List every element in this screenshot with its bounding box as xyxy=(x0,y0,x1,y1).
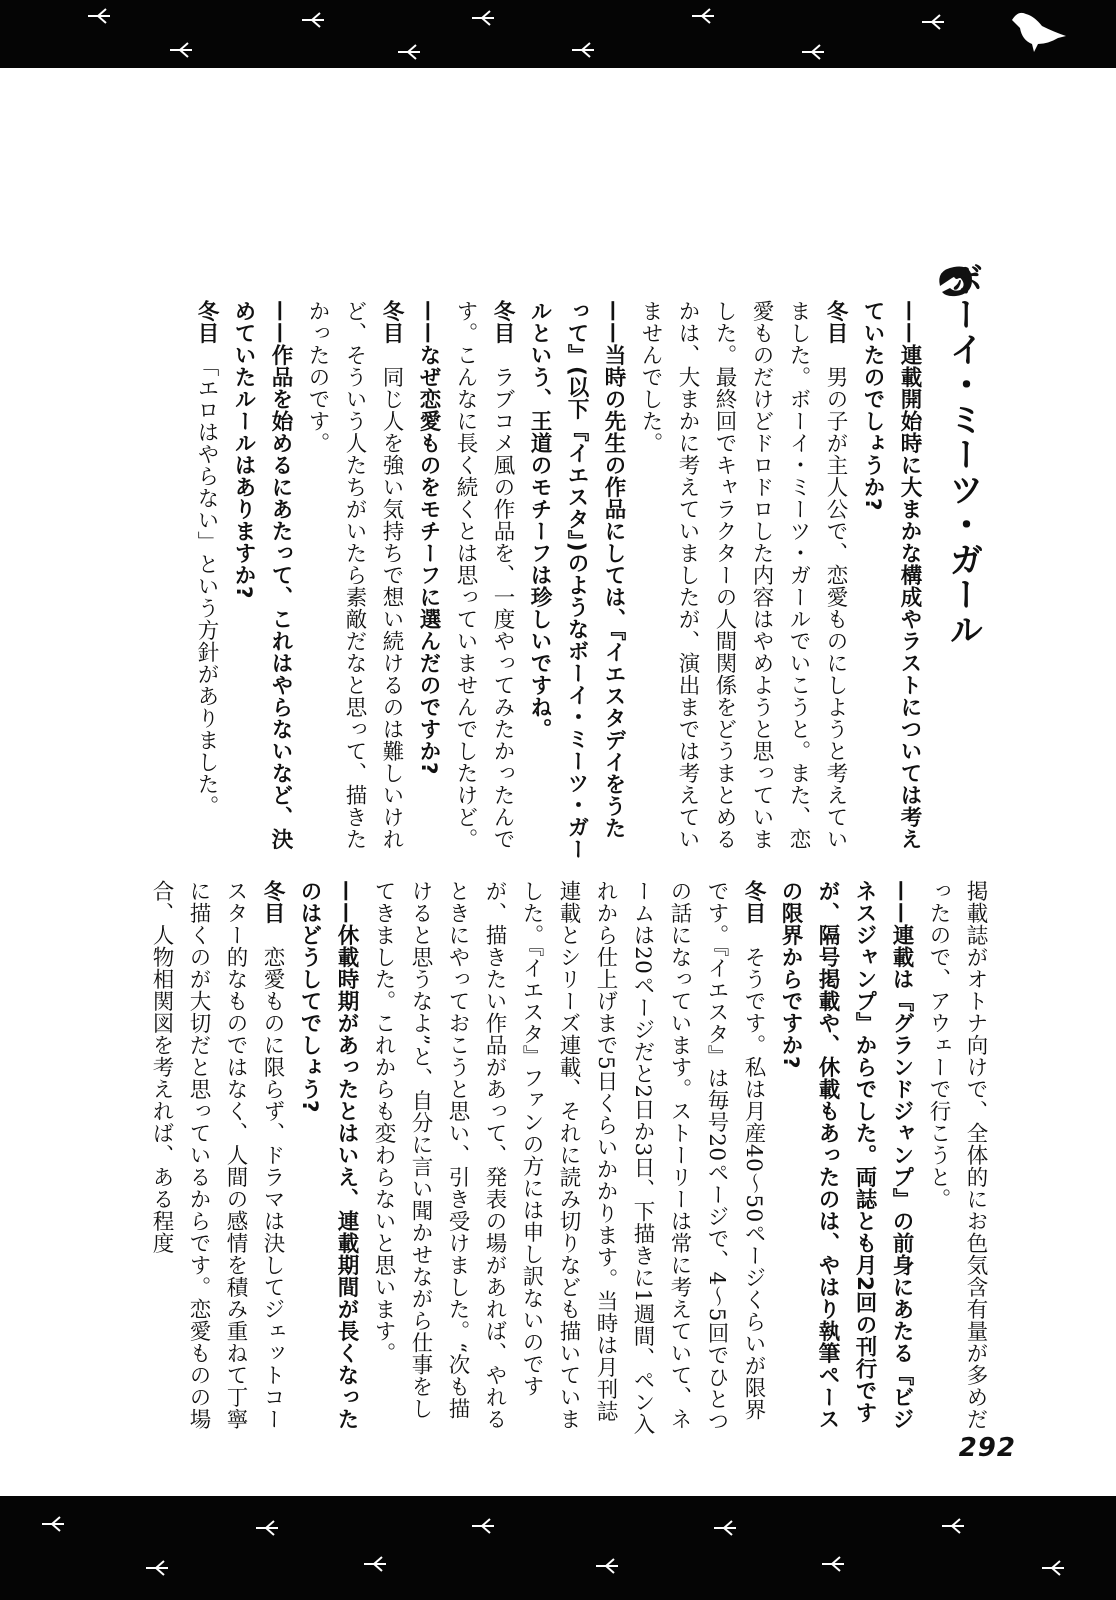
question-text: ——なぜ恋愛ものをモチーフに選んだのですか? xyxy=(416,300,441,775)
bird-track-icon xyxy=(86,6,112,26)
bird-track-icon xyxy=(300,10,326,30)
bird-track-icon xyxy=(594,1556,620,1576)
bottom-decorative-band xyxy=(0,1496,1116,1600)
bird-track-icon xyxy=(920,12,946,32)
top-decorative-band xyxy=(0,0,1116,68)
bird-track-icon xyxy=(690,6,716,26)
bird-track-icon xyxy=(470,1516,496,1536)
page-number: 292 xyxy=(958,1433,1016,1463)
bird-track-icon xyxy=(254,1518,280,1538)
speaker-label: 冬目 xyxy=(741,880,766,924)
answer-text: ラブコメ風の作品を、一度やってみたかったんです。こんなに長く続くとは思っていませんでしたけど。 xyxy=(453,300,515,850)
bird-track-icon xyxy=(470,8,496,28)
lower-text-column xyxy=(143,880,994,1440)
speaker-label: 冬目 xyxy=(823,300,848,344)
bird-track-icon xyxy=(396,42,422,62)
bird-track-icon xyxy=(362,1554,388,1574)
upper-text-column xyxy=(188,300,928,860)
answer-text: 同じ人を強い気持ちで想い続けるのは難しいけれど、そういう人たちがいたら素敵だなと思って、描きたかったのです。 xyxy=(305,300,404,850)
bird-track-icon xyxy=(570,40,596,60)
question-text: ——連載は『グランドジャンプ』の前身にあたる『ビジネスジャンプ』からでした。両誌とも月2回の刊行ですが、隔号掲載や、休載もあったのは、やはり執筆ペースの限界からですか? xyxy=(778,880,914,1430)
speaker-label: 冬目 xyxy=(490,300,515,344)
bird-track-icon xyxy=(800,42,826,62)
bird-track-icon xyxy=(940,1516,966,1536)
bird-track-icon xyxy=(1040,1558,1066,1578)
answer-text: そうです。私は月産40〜50ページくらいが限界です。『イエスタ』は毎号20ページで、4〜5回でひとつの話になっています。ストーリーは常に考えていて、ネームは20ページだと2日か3日、下描きに1週間、ペン入れから仕上げまで5日くらいかかります。当時は月刊誌連載とシリーズ連載、それに読み切りなども描いていました。『イエスタ』ファンの方には申し訳ないのですが、描きたい作品があって、発表の場があれば、やれるときにやっておこうと思い、引き受けました。“次も描けると思うなよ”と、自分に言い聞かせながら仕事をしてきました。これからも変わらないと思います。 xyxy=(371,880,766,1435)
question-text: ——作品を始めるにあたって、これはやらないなど、決めていたルールはありますか? xyxy=(231,300,293,850)
bird-track-icon xyxy=(144,1558,170,1578)
answer-paragraph xyxy=(188,300,225,860)
answer-paragraph xyxy=(143,880,291,1440)
bird-track-icon xyxy=(820,1554,846,1574)
crow-icon xyxy=(1008,6,1070,56)
question-text: ——当時の先生の作品にしては、『イエスタデイをうたって』(以下『イエスタ』)のようなボーイ・ミーツ・ガールという、王道のモチーフは珍しいですね。 xyxy=(527,300,626,860)
answer-text: 恋愛ものに限らず、ドラマは決してジェットコースター的なものではなく、人間の感情を積み重ねて丁寧に描くのが大切だと思っているからです。恋愛ものの場合、人物相関図を考えれば、ある程度 xyxy=(149,880,285,1430)
answer-paragraph xyxy=(632,300,854,860)
answer-text: 「エロはやらない」という方針がありました。 xyxy=(194,366,219,818)
question-text: ——休載時期があったとはいえ、連載期間が長くなったのはどうしてでしょう? xyxy=(297,880,359,1430)
answer-text: 男の子が主人公で、恋愛ものにしようと考えていました。ボーイ・ミーツ・ガールでいこうと。また、恋愛ものだけどドロドロした内容はやめようと思っていました。最終回でキャラクターの人間関係をどうまとめるかは、大まかに考えていましたが、演出までは考えていませんでした。 xyxy=(638,300,848,850)
answer-paragraph xyxy=(447,300,521,860)
speaker-label: 冬目 xyxy=(194,300,219,344)
answer-paragraph xyxy=(365,880,772,1440)
speaker-label: 冬目 xyxy=(260,880,285,924)
bird-track-icon xyxy=(168,40,194,60)
bird-track-icon xyxy=(712,1518,738,1538)
answer-paragraph xyxy=(299,300,410,860)
question-text: ——連載開始時に大まかな構成やラストについては考えていたのでしょうか? xyxy=(860,300,922,850)
bird-track-icon xyxy=(40,1514,66,1534)
speaker-label: 冬目 xyxy=(379,300,404,344)
section-title: ボーイ・ミーツ・ガール xyxy=(943,262,983,647)
continued-text: 掲載誌がオトナ向けで、全体的にお色気含有量が多めだったので、アウェーで行こうと。 xyxy=(926,880,988,1430)
